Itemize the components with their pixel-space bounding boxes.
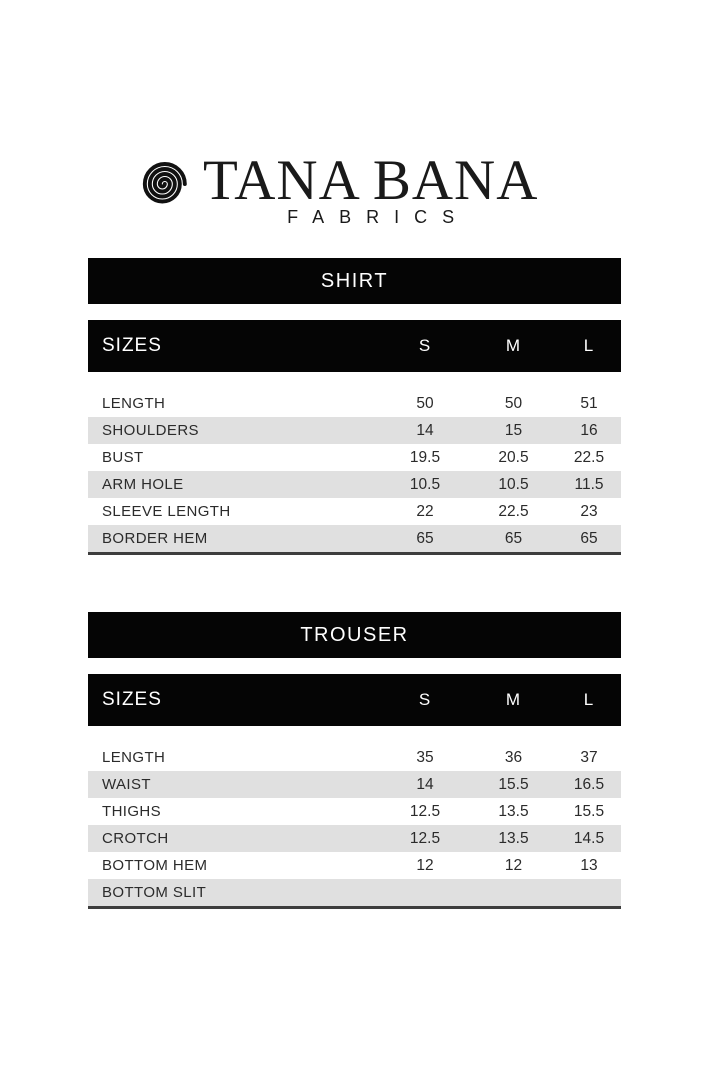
shirt-title: SHIRT [320,269,389,292]
size-value: 65 [504,529,523,547]
table-row [88,444,621,471]
size-value: 35 [416,748,434,766]
row-label: BUST [102,449,144,466]
size-value: 51 [580,394,598,412]
size-value: 13.5 [498,802,529,820]
trouser-title-bar [88,612,621,658]
size-value: 20.5 [498,448,529,466]
size-column-l: L [583,690,595,709]
trouser-title: TROUSER [300,623,409,646]
size-column-l: L [583,336,595,355]
brand-subtitle: FABRICS [287,207,470,227]
size-value: 14.5 [573,829,605,847]
trouser-table-body [88,744,621,909]
size-value: 37 [580,748,598,766]
spiral-icon [140,157,190,211]
table-row [88,390,621,417]
size-value: 15.5 [498,775,529,793]
size-value: 16.5 [573,775,605,793]
size-value: 19.5 [409,448,441,466]
table-row [88,417,621,444]
table-row [88,471,621,498]
table-row [88,771,621,798]
size-value: 65 [416,529,434,547]
size-value: 10.5 [498,475,529,493]
brand-name: TANA BANA [203,149,539,212]
sizes-header-label: SIZES [102,335,162,356]
table-row [88,798,621,825]
size-value: 12 [504,856,523,874]
size-value: 13 [580,856,598,874]
shirt-sizes-header [88,320,621,372]
size-value: 14 [416,775,434,793]
size-value: 36 [504,748,523,766]
size-column-s: S [418,336,432,355]
size-value: 15 [504,421,523,439]
table-row [88,879,621,906]
size-value: 15.5 [573,802,605,820]
size-value: 14 [416,421,434,439]
row-label: WAIST [102,776,151,793]
size-value: 10.5 [409,475,441,493]
size-value: 12.5 [409,829,441,847]
row-label: BOTTOM SLIT [102,884,207,901]
row-label: BOTTOM HEM [102,857,208,874]
size-column-m: M [505,690,522,709]
size-value: 50 [504,394,523,412]
row-label: LENGTH [102,395,166,412]
size-value: 16 [580,421,598,439]
size-value: 50 [416,394,434,412]
table-row [88,852,621,879]
table-row [88,525,621,552]
shirt-table-body [88,390,621,555]
table-row [88,744,621,771]
size-value: 12.5 [409,802,441,820]
shirt-title-bar [88,258,621,304]
size-column-s: S [418,690,432,709]
size-value: 65 [580,529,598,547]
shirt-section [88,258,621,555]
size-value: 12 [416,856,434,874]
row-label: BORDER HEM [102,530,208,547]
row-label: CROTCH [102,830,169,847]
brand-logo [140,149,539,228]
row-label: SHOULDERS [102,422,199,439]
size-value: 22.5 [573,448,605,466]
row-label: SLEEVE LENGTH [102,503,231,520]
size-value: 13.5 [498,829,529,847]
brand-text [203,149,539,228]
size-value: 11.5 [574,475,604,493]
row-label: THIGHS [102,803,162,820]
trouser-section [88,612,621,909]
row-label: LENGTH [102,749,166,766]
size-value: 22.5 [498,502,529,520]
trouser-sizes-header [88,674,621,726]
size-column-m: M [505,336,522,355]
table-row [88,498,621,525]
size-value: 23 [580,502,598,520]
row-label: ARM HOLE [102,476,184,493]
size-value: 22 [416,502,434,520]
sizes-header-label: SIZES [102,689,162,710]
table-row [88,825,621,852]
